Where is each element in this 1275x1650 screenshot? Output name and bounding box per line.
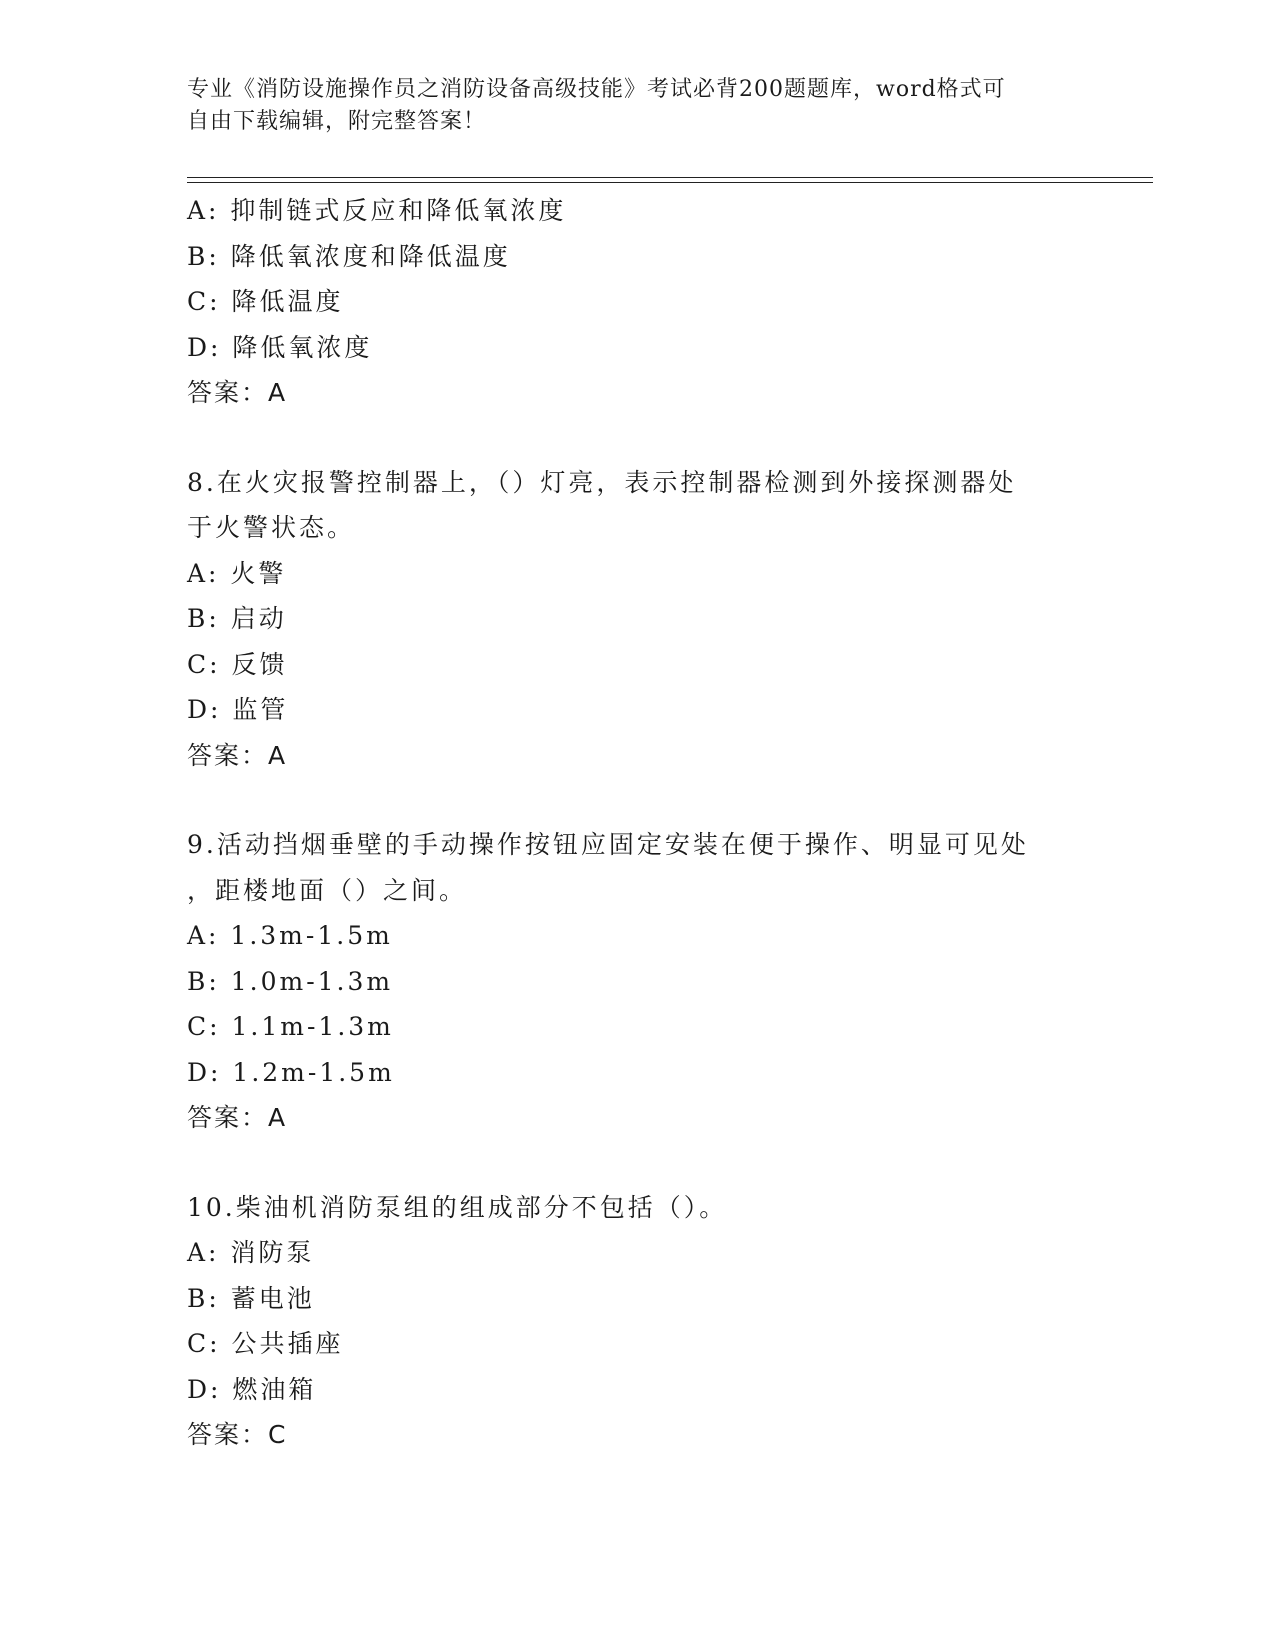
spacer	[187, 416, 1067, 460]
answer-line: 答案：C	[187, 1420, 288, 1449]
question-list	[187, 188, 1067, 1458]
option-a: A: 抑制链式反应和降低氧浓度	[187, 196, 567, 225]
option-c: C: 反馈	[187, 649, 288, 679]
question-8	[187, 460, 1067, 779]
option-b: B: 1.0m-1.3m	[187, 966, 394, 996]
question-stem-line-2: ，距楼地面（）之间。	[187, 875, 468, 905]
option-c: C: 公共插座	[187, 1329, 344, 1358]
header-divider-bottom	[187, 182, 1153, 183]
question-stem-line-1: 8.在火灾报警控制器上，（）灯亮，表示控制器检测到外接探测器处	[187, 467, 1017, 497]
header-line-2: 自由下载编辑，附完整答案！	[187, 109, 487, 134]
question-9	[187, 822, 1067, 1141]
document-header	[187, 74, 1067, 138]
option-d: D: 监管	[187, 695, 289, 724]
option-b: B: 启动	[187, 604, 287, 633]
option-a: A: 消防泵	[187, 1238, 315, 1267]
header-line-1: 专业《消防设施操作员之消防设备高级技能》考试必背200题题库，word格式可	[187, 77, 1006, 102]
option-b: B: 蓄电池	[187, 1283, 315, 1313]
question-stem-line-2: 于火警状态。	[187, 513, 356, 542]
question-10	[187, 1185, 1067, 1458]
option-d: D: 1.2m-1.5m	[187, 1057, 395, 1087]
option-c: C: 1.1m-1.3m	[187, 1012, 394, 1041]
question-stem-line-1: 10.柴油机消防泵组的组成部分不包括（）。	[187, 1192, 728, 1222]
answer-line: 答案：A	[187, 378, 288, 407]
answer-line: 答案：A	[187, 1103, 288, 1132]
option-a: A: 1.3m-1.5m	[187, 921, 393, 950]
spacer	[187, 778, 1067, 822]
option-b: B: 降低氧浓度和降低温度	[187, 241, 511, 271]
option-d: D: 燃油箱	[187, 1374, 317, 1404]
option-c: C: 降低温度	[187, 287, 344, 316]
option-d: D: 降低氧浓度	[187, 332, 373, 362]
spacer	[187, 1141, 1067, 1185]
question-7	[187, 188, 1067, 416]
answer-line: 答案：A	[187, 740, 288, 770]
question-stem-line-1: 9.活动挡烟垂壁的手动操作按钮应固定安装在便于操作、明显可见处	[187, 830, 1029, 859]
option-a: A: 火警	[187, 558, 287, 588]
header-divider-top	[187, 177, 1153, 178]
